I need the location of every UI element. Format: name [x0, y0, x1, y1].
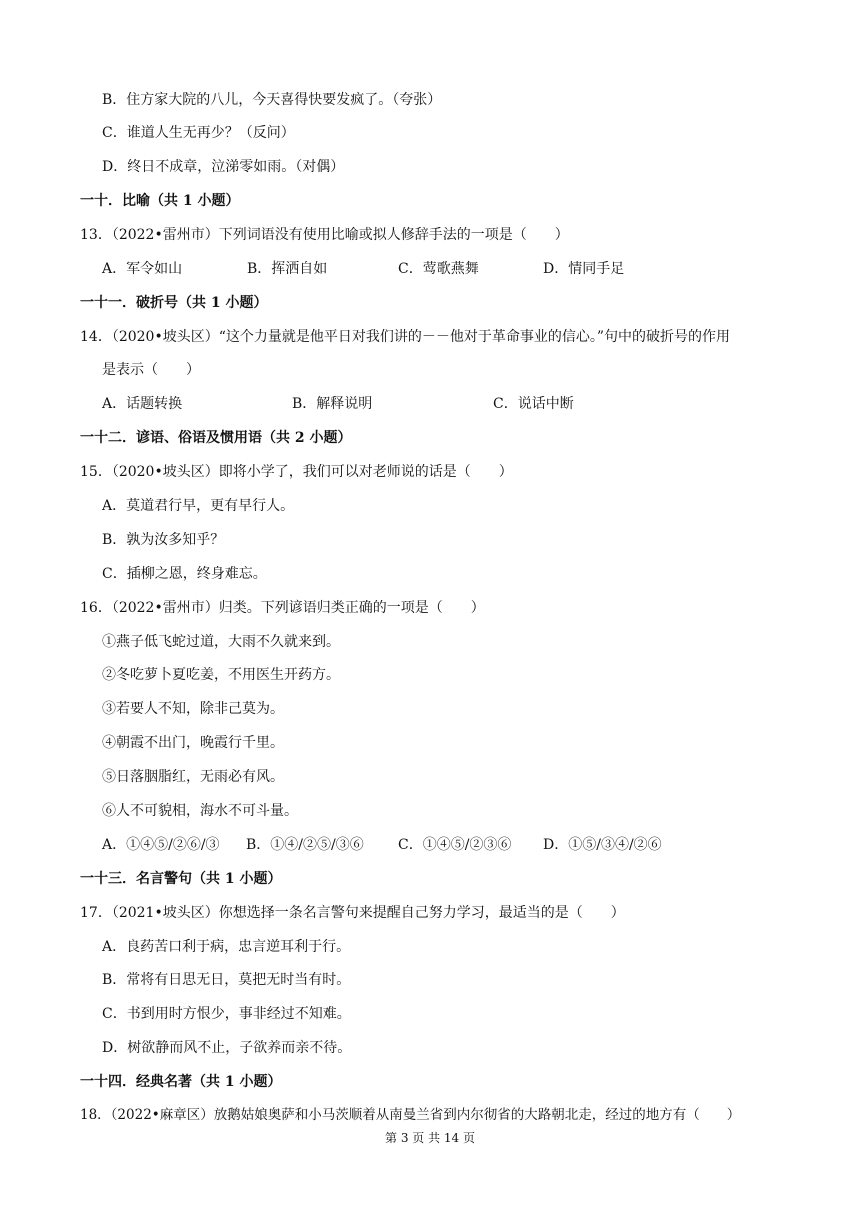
q16-item-1: ①燕子低飞蛇过道，大雨不久就来到。	[102, 634, 340, 650]
question-13: 13．（2022•雷州市）下列词语没有使用比喻或拟人修辞手法的一项是（ ）	[80, 227, 569, 243]
q14-option-c: C．说话中断	[493, 396, 574, 412]
q16-item-5: ⑤日落胭脂红，无雨必有风。	[102, 769, 284, 785]
section-heading-12: 一十二．谚语、俗语及惯用语（共 2 小题）	[80, 430, 352, 446]
question-14-continuation: 是表示（ ）	[102, 362, 200, 378]
q15-option-b: B．孰为汝多知乎？	[102, 532, 225, 548]
q15-option-c: C．插柳之恩，终身难忘。	[102, 566, 267, 582]
q16-item-3: ③若要人不知，除非己莫为。	[102, 701, 284, 717]
question-15: 15．（2020•坡头区）即将小学了，我们可以对老师说的话是（ ）	[80, 464, 513, 480]
section-heading-10: 一十．比喻（共 1 小题）	[80, 193, 240, 209]
q12-option-d: D．终日不成章，泣涕零如雨。（对偶）	[102, 159, 345, 175]
q17-option-d: D．树欲静而风不止，子欲养而亲不待。	[102, 1040, 352, 1056]
q16-option-b: B．①④/②⑤/③⑥	[246, 837, 364, 853]
q16-item-4: ④朝霞不出门，晚霞行千里。	[102, 735, 284, 751]
q17-option-a: A．良药苦口利于病，忠言逆耳利于行。	[102, 939, 351, 955]
question-18: 18．（2022•麻章区）放鹅姑娘奥萨和小马茨顺着从南曼兰省到内尔彻省的大路朝北走，经过的地方有（ ）	[80, 1107, 741, 1123]
section-heading-14: 一十四．经典名著（共 1 小题）	[80, 1074, 282, 1090]
question-16: 16．（2022•雷州市）归类。下列谚语归类正确的一项是（ ）	[80, 600, 485, 616]
q16-option-c: C．①④⑤/②③⑥	[398, 837, 512, 853]
section-heading-13: 一十三．名言警句（共 1 小题）	[80, 871, 282, 887]
q13-option-a: A．军令如山	[102, 261, 183, 277]
question-17: 17．（2021•坡头区）你想选择一条名言警句来提醒自己努力学习，最适当的是（ ）	[80, 905, 625, 921]
question-14: 14．（2020•坡头区）“这个力量就是他平日对我们讲的－－他对于革命事业的信心。”句中的破折号的作用	[80, 329, 731, 345]
q13-option-d: D．情同手足	[543, 261, 625, 277]
q14-option-b: B．解释说明	[292, 396, 373, 412]
page-footer: 第 3 页 共 14 页	[385, 1131, 475, 1145]
q16-option-d: D．①⑤/③④/②⑥	[543, 837, 662, 853]
q17-option-c: C．书到用时方恨少，事非经过不知难。	[102, 1006, 351, 1022]
section-heading-11: 一十一．破折号（共 1 小题）	[80, 295, 268, 311]
q12-option-c: C．谁道人生无再少？（反问）	[102, 125, 295, 141]
q16-option-a: A．①④⑤/②⑥/③	[102, 837, 220, 853]
q13-option-c: C．莺歌燕舞	[398, 261, 479, 277]
q16-item-6: ⑥人不可貌相，海水不可斗量。	[102, 803, 298, 819]
q15-option-a: A．莫道君行早，更有早行人。	[102, 498, 295, 514]
q14-option-a: A．话题转换	[102, 396, 183, 412]
q13-option-b: B．挥洒自如	[247, 261, 328, 277]
q12-option-b: B．住方家大院的八儿，今天喜得快要发疯了。（夸张）	[102, 92, 442, 108]
q17-option-b: B．常将有日思无日，莫把无时当有时。	[102, 972, 351, 988]
q16-item-2: ②冬吃萝卜夏吃姜，不用医生开药方。	[102, 667, 340, 683]
